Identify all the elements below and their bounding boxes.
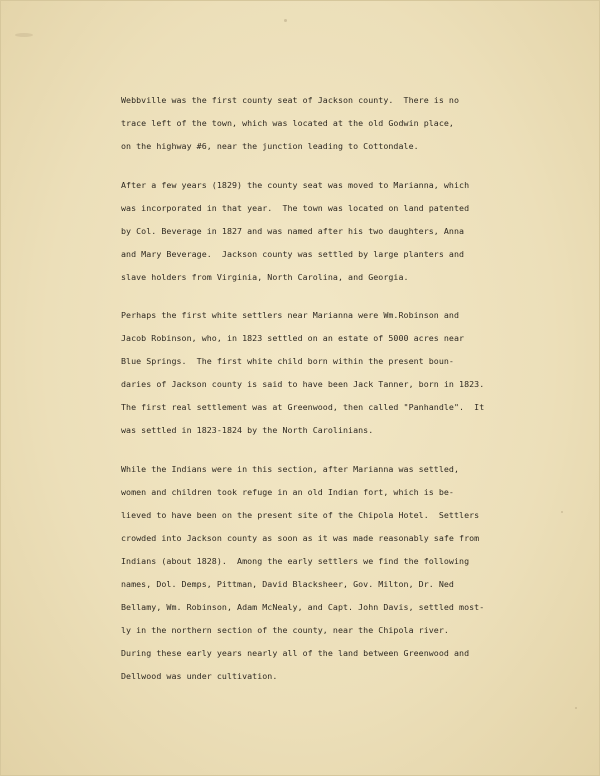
text-line: Jacob Robinson, who, in 1823 settled on an estate of 5000 acres near [121,333,465,343]
text-line: and Mary Beverage. Jackson county was settled by large planters and [121,248,465,259]
text-line: Bellamy, Wm. Robinson, Adam McNealy, and Capt. John Davis, settled most- [121,601,485,612]
paragraph-1 [121,89,561,158]
paragraph-3 [121,304,561,442]
text-line: After a few years (1829) the county seat was moved to Marianna, which [121,179,470,190]
text-line: slave holders from Virginia, North Carolina, and Georgia. [121,271,409,282]
text-line: While the Indians were in this section, after Marianna was settled, [121,463,460,474]
paper-mark [575,707,577,709]
text-line: women and children took refuge in an old Indian fort, which is be- [121,486,454,497]
text-line: crowded into Jackson county as soon as it was made reasonably safe from [121,532,480,543]
text-line: names, Dol. Demps, Pittman, David Blacksheer, Gov. Milton, Dr. Ned [121,578,454,589]
text-line: Perhaps the first white settlers near Marianna were Wm.Robinson and [121,310,460,320]
text-line: lieved to have been on the present site of the Chipola Hotel. Settlers [121,509,480,520]
text-line: Webbville was the first county seat of Jackson county. There is no [121,95,460,105]
text-line: was settled in 1823-1824 by the North Carolinians. [121,425,374,435]
text-line: Dellwood was under cultivation. [121,670,278,681]
text-line: was incorporated in that year. The town was located on land patented [121,202,470,213]
text-line: Indians (about 1828). Among the early settlers we find the following [121,555,470,566]
paper-mark [284,19,287,22]
text-line: daries of Jackson county is said to have been Jack Tanner, born in 1823. [121,379,485,389]
text-line: on the highway #6, near the junction leading to Cottondale. [121,141,419,151]
document-body [121,89,561,703]
text-line: Blue Springs. The first white child born within the present boun- [121,356,454,366]
text-line: trace left of the town, which was located at the old Godwin place, [121,118,454,128]
paper-mark [15,33,33,37]
text-line: The first real settlement was at Greenwood, then called "Panhandle". It [121,402,485,412]
text-line: ly in the northern section of the county, near the Chipola river. [121,624,449,635]
paragraph-4 [121,458,561,688]
text-line: by Col. Beverage in 1827 and was named after his two daughters, Anna [121,225,465,236]
paper-mark [561,511,563,513]
text-line: During these early years nearly all of the land between Greenwood and [121,647,470,658]
paragraph-2 [121,174,561,289]
